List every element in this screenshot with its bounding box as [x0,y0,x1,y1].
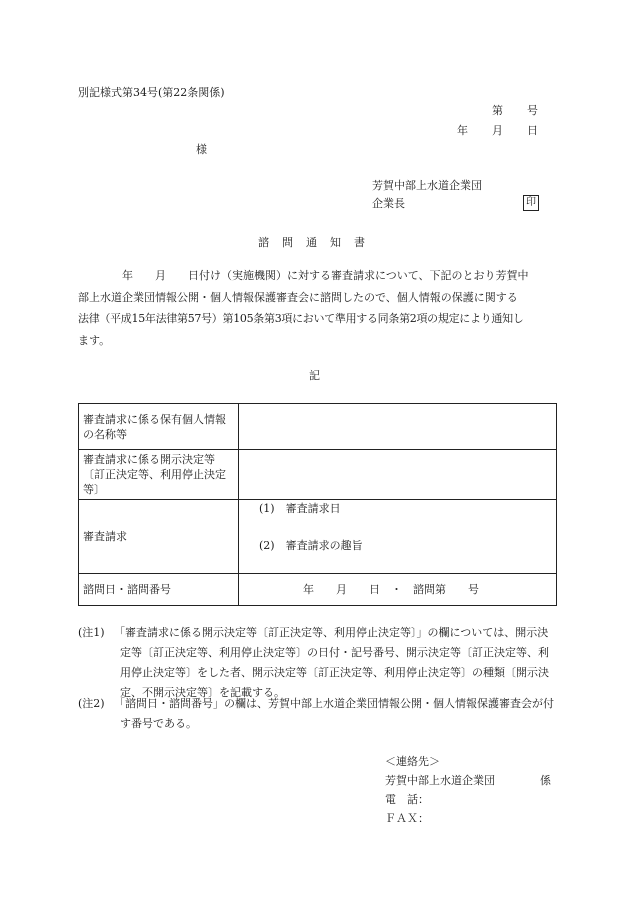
row-value-inquiry-date-number: 年 月 日 ・ 諮問第 号 [239,574,557,606]
note-2-text: 「諮問日・諮問番号」の欄は、芳賀中部上水道企業団情報公開・個人情報保護審査会が付す番号である。 [114,697,554,730]
row-label-review-request: 審査請求 [79,500,239,574]
seal-mark: 印 [523,195,539,211]
sender-org: 芳賀中部上水道企業団 [372,179,482,192]
form-number: 別記様式第34号(第22条関係) [78,86,225,99]
table-row [79,574,557,606]
doc-number-dai: 第 [492,104,503,117]
contact-org: 芳賀中部上水道企業団 [385,774,495,787]
note-2 [78,694,556,734]
contact-kakari: 係 [540,774,551,787]
ki-heading: 記 [309,369,320,382]
body-line-4: ます。 [78,333,111,347]
body-line-2: 部上水道企業団情報公開・個人情報保護審査会に諮問したので、個人情報の保護に関する [78,290,518,304]
row-value-record-name[interactable] [239,404,557,450]
note-1-head: (注1) [78,626,105,639]
contact-tel: 電 話： [385,793,429,806]
addressee-sama: 様 [196,143,207,156]
form-table [78,403,557,606]
table-row [79,500,557,574]
note-1-text: 「審査請求に係る開示決定等〔訂正決定等、利用停止決定等〕」の欄については、開示決定等〔訂正決定等、利用停止決定等〕の日付・記号番号、開示決定等〔訂正決定等、利用停止決定等〕をした者、開示決定等〔訂正決定等、利用停止決定等〕の種類〔開示決定、不開示決定等〕を記載する。 [114,626,549,699]
body-paragraph [78,265,556,351]
table-row [79,404,557,450]
review-request-date: (1) 審査請求日 [259,502,341,515]
note-2-head: (注2) [78,697,105,710]
note-1 [78,623,556,703]
sender-title: 企業長 [372,197,405,210]
row-label-disclosure-decision: 審査請求に係る開示決定等〔訂正決定等、利用停止決定等〕 [79,450,239,500]
doc-number-go: 号 [527,104,538,117]
body-line-3: 法律（平成15年法律第57号）第105条第3項において準用する同条第2項の規定により通知し [78,312,524,325]
body-line-1: 年 月 日付け（実施機関）に対する審査請求について、下記のとおり芳賀中 [122,269,529,282]
date-month: 月 [492,124,503,137]
row-label-inquiry-date-number: 諮問日・諮問番号 [79,574,239,606]
row-value-review-request[interactable] [239,500,557,574]
document-title: 諮 問 通 知 書 [258,236,366,249]
contact-fax: ＦＡＸ： [385,812,429,825]
table-row [79,450,557,500]
row-label-record-name: 審査請求に係る保有個人情報の名称等 [79,404,239,450]
review-request-purpose: (2) 審査請求の趣旨 [259,539,363,552]
contact-heading: ＜連絡先＞ [385,755,440,768]
date-day: 日 [527,124,538,137]
date-year: 年 [457,124,468,137]
row-value-disclosure-decision[interactable] [239,450,557,500]
